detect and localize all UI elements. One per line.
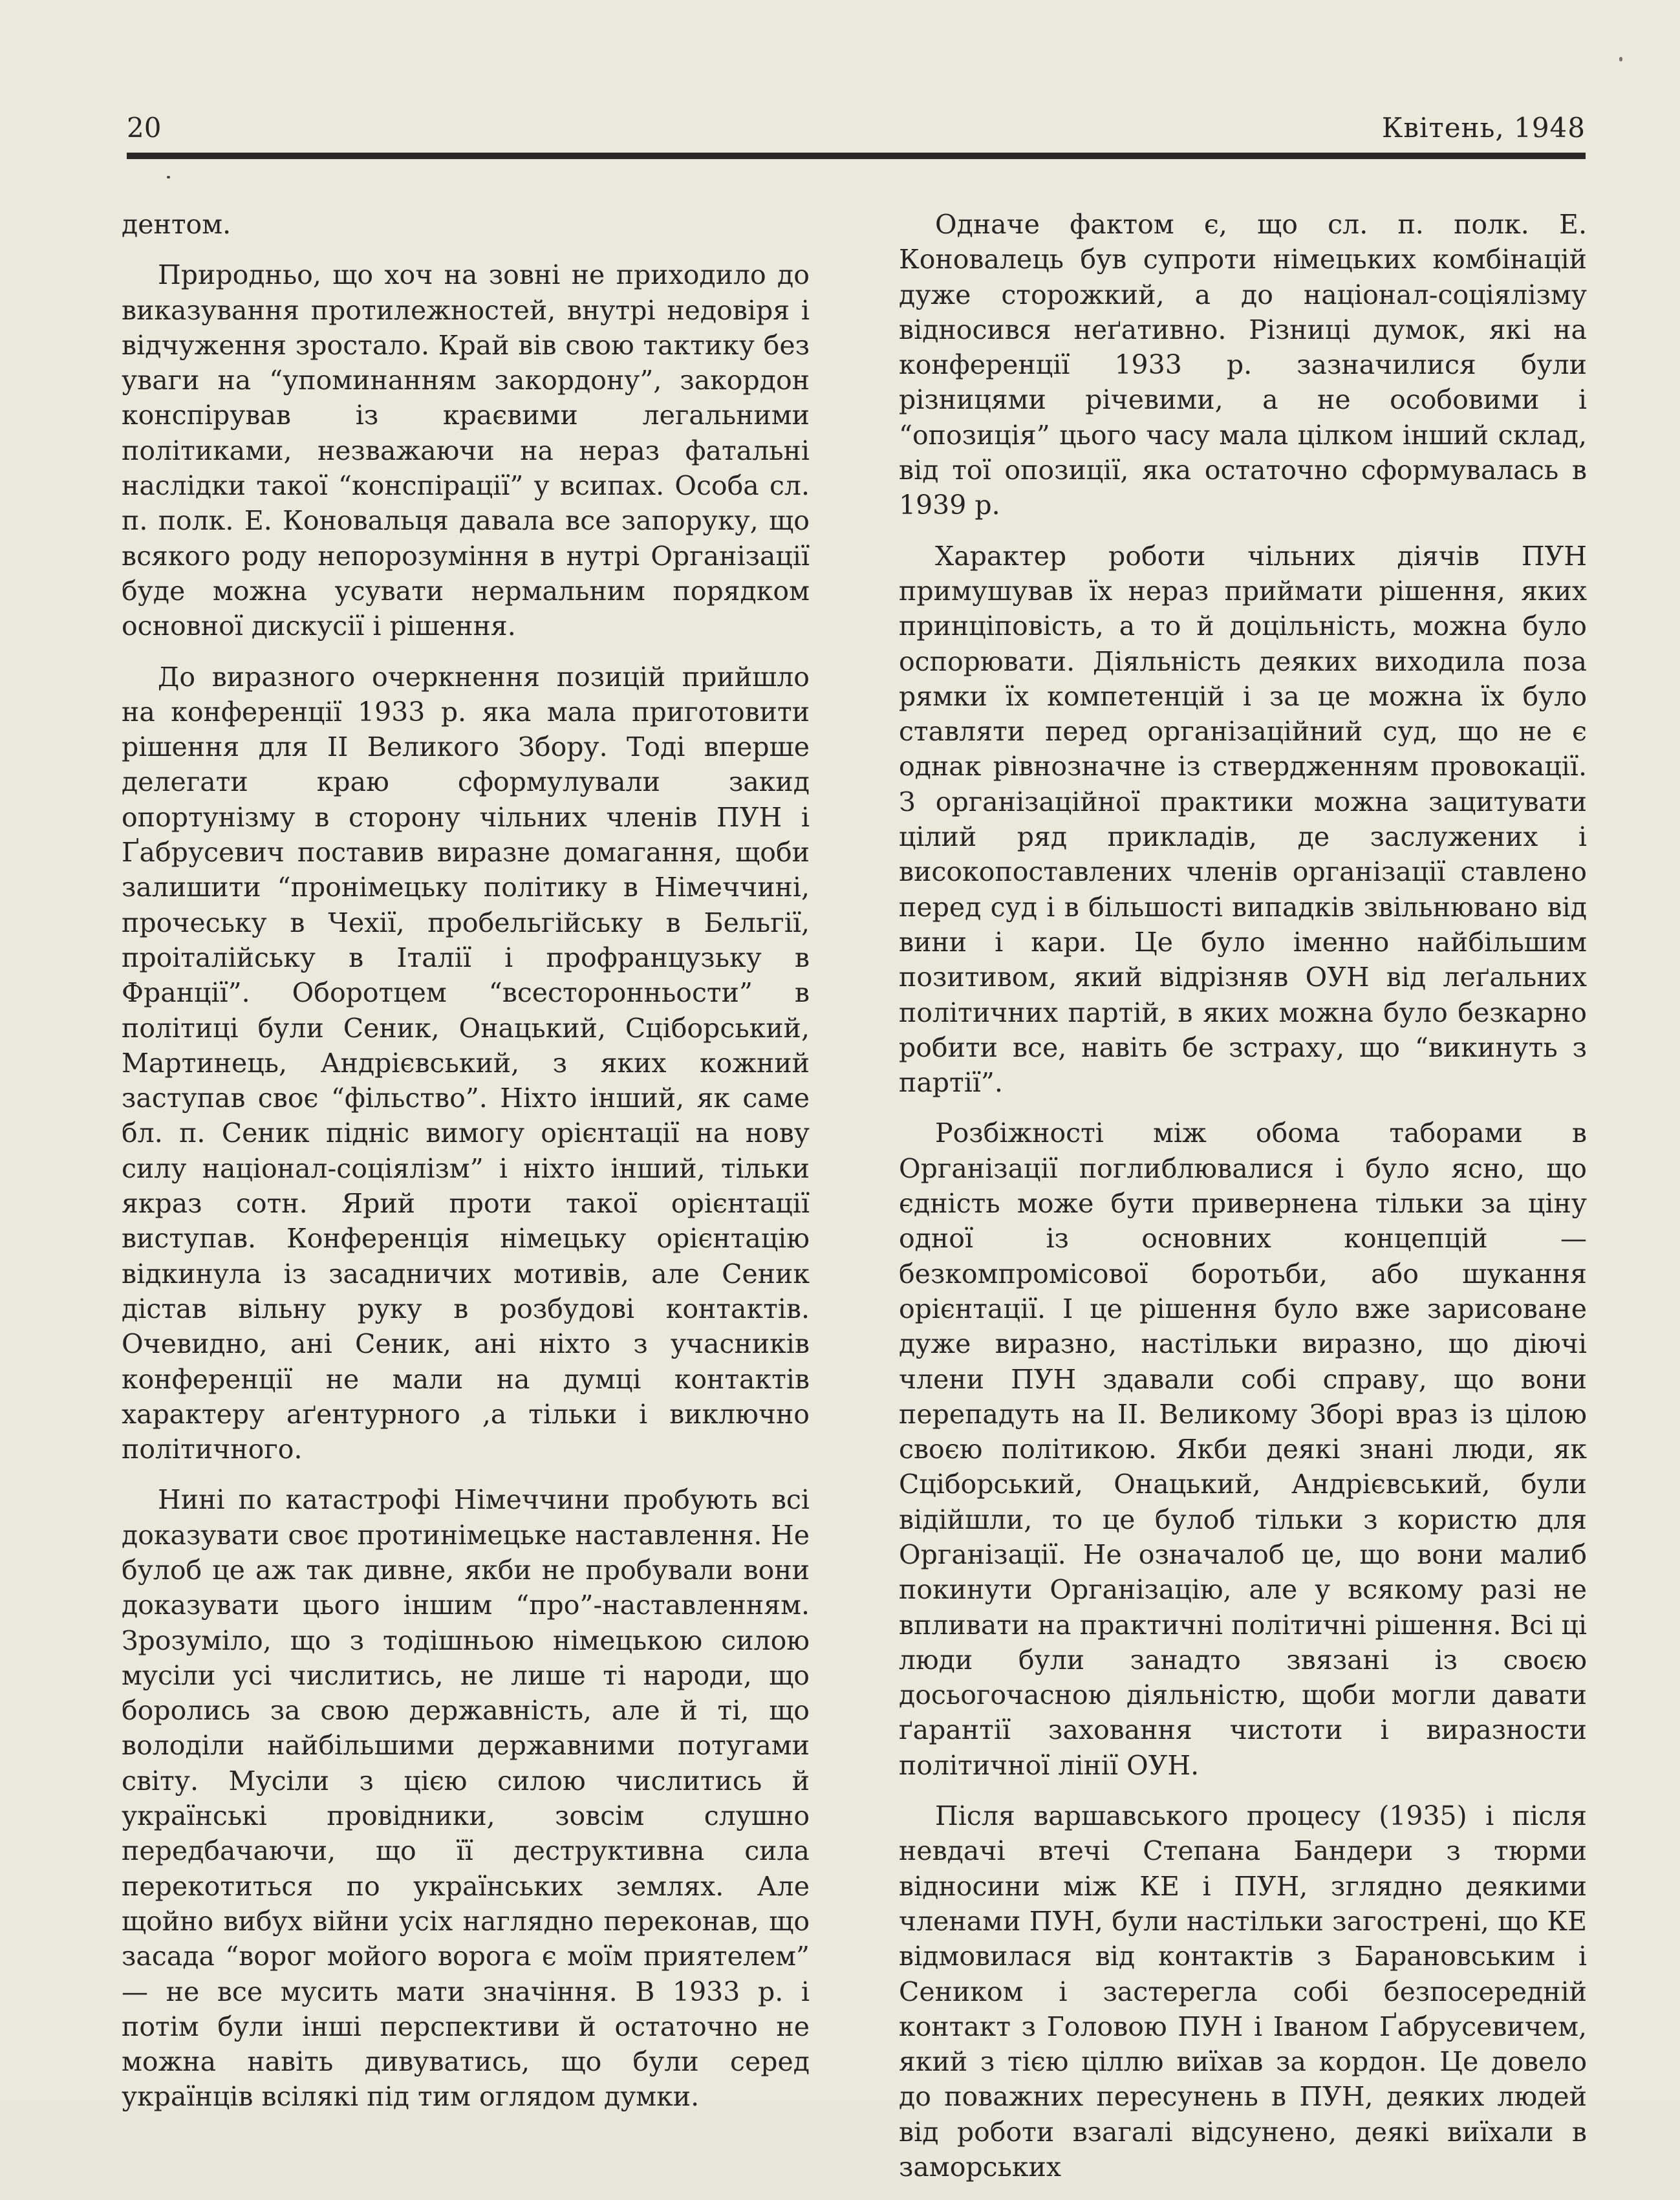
right-column — [899, 207, 1587, 2200]
paragraph: До виразного очеркнення позицій прийшло на конференції 1933 р. яка мала приготовити рішення для II Великого Збору. Тоді вперше делегати краю сформулували закид опортунізму в сторону чільних членів ПУН і Ґабрусевич поставив виразне домагання, щоби залишити “пронімецьку політику в Німеччині, прочеську в Чехії, пробельгійську в Бельгії, проіталійську в Італії і профранцузьку в Франції”. Оборотцем “всесторонньости” в політиці були Сеник, Онацький, Сціборський, Мартинець, Андрієвський, з яких кожний заступав своє “фільство”. Ніхто інший, як саме бл. п. Сеник підніс вимогу орієнтації на нову силу націонал-соціялізм” і ніхто інший, тільки якраз сотн. Ярий проти такої орієнтації виступав. Конференція німецьку орієнтацію відкинула із засадничих мотивів, але Сеник дістав вільну руку в розбудові контактів. Очевидно, ані Сеник, ані ніхто з учасників конференції не мали на думці контактів характеру аґентурного ,а тільки і виключно політичного. — [122, 661, 810, 1465]
paragraph: Одначе фактом є, що сл. п. полк. Е. Коновалець був супроти німецьких комбінацій дуже сторожкий, а до націонал-соціялізму відносився неґативно. Різниці думок, які на конференції 1933 р. зазначилися були різницями річевими, а не особовими і “опозиція” цього часу мала цілком інший склад, від тої опозиції, яка остаточно сформувалась в 1939 р. — [899, 209, 1587, 521]
paragraph: Після варшавського процесу (1935) і після невдачі втечі Степана Бандери з тюрми відносини між КЕ і ПУН, зглядно деякими членами ПУН, були настільки загострені, що КЕ відмовилася від контактів з Барановським і Сеником і застерегла собі безпосередній контакт з Головою ПУН і Іваном Ґабрусевичем, який з тією ціллю виїхав за кордон. Це довело до поважних пересунень в ПУН, деяких людей від роботи взагалі відсунено, деякі виїхали в заморських — [899, 1800, 1587, 2183]
paragraph: Розбіжності між обома таборами в Організації поглиблювалися і було ясно, що єдність може бути привернена тільки за ціну одної із основних концепцій — безкомпромісової боротьби, або шукання орієнтації. І це рішення було вже зарисоване дуже виразно, настільки виразно, що діючі члени ПУН здавали собі справу, що вони перепадуть на II. Великому Зборі враз із цілою своєю політикою. Якби деякі знані люди, як Сціборський, Онацький, Андрієвський, були відійшли, то це булоб тільки з користю для Організації. Не означалоб це, що вони малиб покинути Організацію, але у всякому разі не впливати на практичні політичні рішення. Всі ці люди були занадто звязані із своєю досьогочасною діяльністю, щоби могли давати ґарантії заховання чистоти і виразности політичної лінії ОУН. — [899, 1117, 1587, 1781]
page-number: 20 — [127, 112, 162, 144]
paragraph: Характер роботи чільних діячів ПУН примушував їх нераз приймати рішення, яких принціповість, а то й доцільність, можна було оспорювати. Діяльність деяких виходила поза рямки їх компетенцій і за це можна їх було ставляти перед організаційний суд, що не є однак рівнозначне із ствердженням провокації. З організаційної практики можна зацитувати цілий ряд прикладів, де заслужених і високопоставлених членів організації ставлено перед суд і в більшості випадків звільнювано від вини і кари. Це було іменно найбільшим позитивом, який відрізняв ОУН від леґальних політичних партій, в яких можна було безкарно робити все, навіть бе зстраху, що “викинуть з партії”. — [899, 540, 1587, 1099]
ink-mark — [167, 176, 170, 178]
paragraph-continuation: дентом. — [122, 209, 232, 240]
header-rule — [127, 153, 1586, 159]
paragraph: Природньо, що хоч на зовні не приходило до виказування протилежностей, внутрі недовіря і відчуження зростало. Край вів свою тактику без уваги на “упоминанням закордону”, закордон конспірував із краєвими легальними політиками, незважаючи на нераз фатальні наслідки такої “конспірації” у всипах. Особа сл. п. полк. Е. Коновальця давала все запоруку, що всякого роду непорозуміння в нутрі Організації буде можна усувати нермальним порядком основної дискусії і рішення. — [122, 259, 810, 642]
paper-speck — [1619, 57, 1622, 61]
page-header — [127, 109, 1586, 147]
issue-date: Квітень, 1948 — [1381, 112, 1586, 144]
paragraph: Нині по катастрофі Німеччини пробують всі доказувати своє протинімецьке наставлення. Не булоб це аж так дивне, якби не пробували вони доказувати цього іншим “про”-наставленням. Зрозуміло, що з тодішньою німецькою силою мусіли усі числитись, не лише ті народи, що боролись за свою державність, але й ті, що володіли найбільшими державними потугами світу. Мусіли з цією силою числитись й українські провідники, зовсім слушно передбачаючи, що її деструктивна сила перекотиться по українських землях. Але щойно вибух війни усіх наглядно переконав, що засада “ворог мойого ворога є моїм приятелем” — не все мусить мати значіння. В 1933 р. і потім були інші перспективи й остаточно не можна навіть дивуватись, що були серед українців всілякі під тим оглядом думки. — [122, 1484, 810, 2113]
left-column — [122, 207, 810, 2130]
